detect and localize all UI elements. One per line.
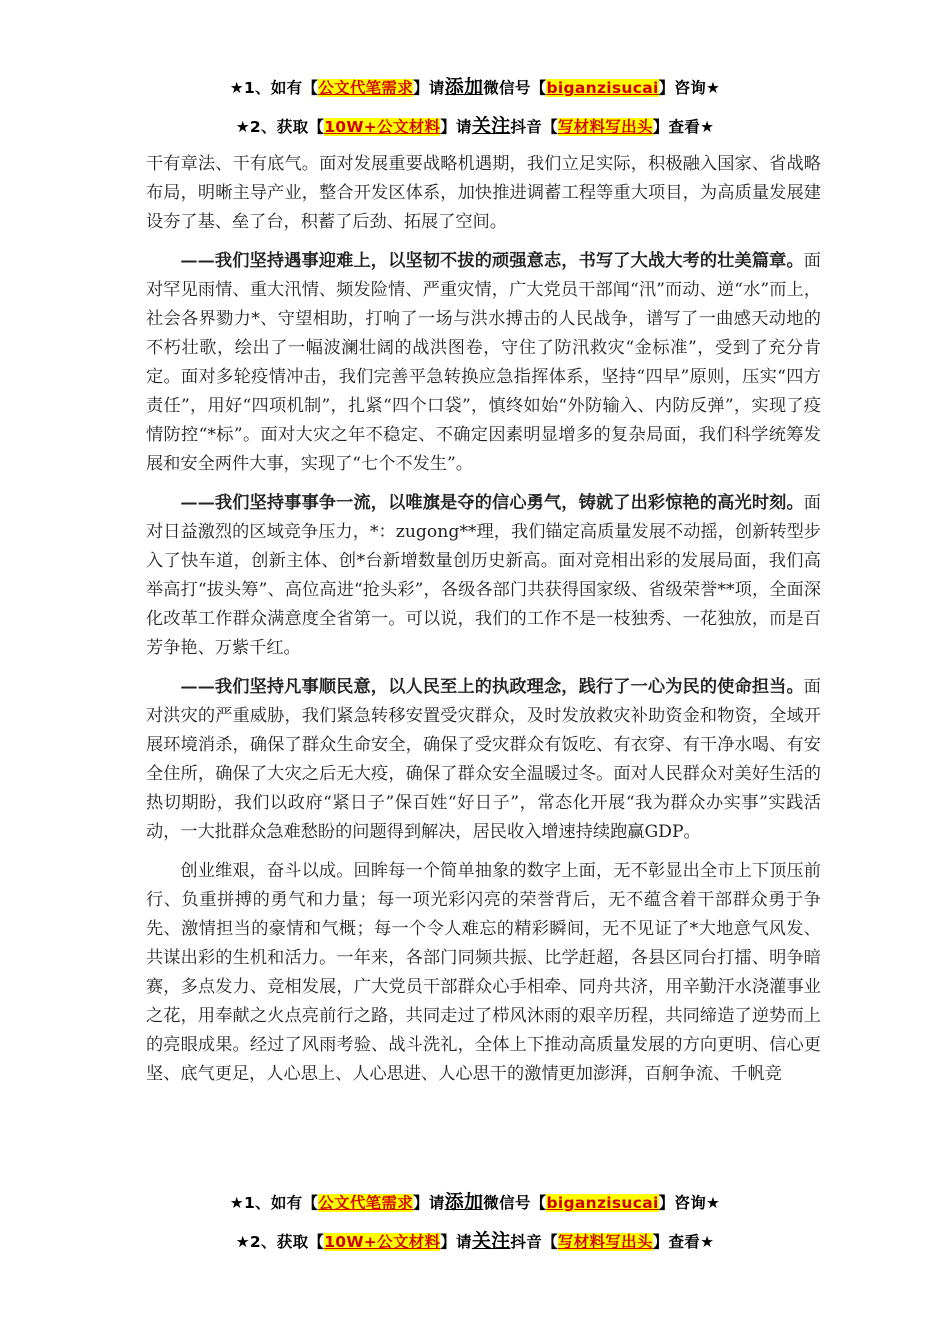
paragraph-heading: ——我们坚持事事争一流，以唯旗是夺的信心勇气，铸就了出彩惊艳的高光时刻。 (180, 493, 804, 513)
paragraph-people (146, 673, 821, 847)
banner-text: 】咨询★ (658, 79, 721, 97)
banner-text: 】请 (413, 1194, 445, 1212)
banner-text: 】查看★ (652, 118, 715, 136)
banner-highlight: 公文代笔需求 (318, 1194, 414, 1212)
paragraph-text: 面对罕见雨情、重大汛情、频发险情、严重灾情，广大党员干部闻“汛”而动、逆“水”而上，社会各界勠力*、守望相助，打响了一场与洪水搏击的人民战争，谱写了一曲感天动地的不朽壮歌，绘出了一幅波澜壮阔的战洪图卷，守住了防汛救灾“金标准”，受到了充分肯定。面对多轮疫情冲击，我们完善平急转换应急指挥体系，坚持“四早”原则，压实“四方责任”，用好“四项机制”，扎紧“四个口袋”，慎终如始“外防输入、内防反弹”，实现了疫情防控“*标”。面对大灾之年不稳定、不确定因素明显增多的复杂局面，我们科学统筹发展和安全两件大事，实现了“七个不发生”。 (146, 251, 821, 474)
paragraph-summary: 创业维艰，奋斗以成。回眸每一个简单抽象的数字上面，无不彰显出全市上下顶压前行、负重拼搏的勇气和力量；每一项光彩闪亮的荣誉背后，无不蕴含着干部群众勇于争先、激情担当的豪情和气概；每一个令人难忘的精彩瞬间，无不见证了*大地意气风发、共谋出彩的生机和活力。一年来，各部门同频共振、比学赶超，各县区同台打擂、明争暗赛，多点发力、竞相发展，广大党员干部群众心手相牵、同舟共济，用辛勤汗水浇灌事业之花，用奉献之火点亮前行之路，共同走过了栉风沐雨的艰辛历程，共同缔造了逆势而上的亮眼成果。经过了风雨考验、战斗洗礼，全体上下推动高质量发展的方向更明、信心更坚、底气更足，人心思上、人心思进、人心思干的激情更加澎湃，百舸争流、千帆竞 (146, 861, 821, 1084)
banner-emphasis: 添加 (444, 1191, 484, 1213)
banner-wechat-id: biganzisucai (546, 79, 659, 97)
banner-douyin-account: 写材料写出头 (557, 118, 653, 136)
banner-text: 】查看★ (652, 1233, 715, 1251)
banner-text: 】请 (413, 79, 445, 97)
top-banner-line-2 (0, 111, 950, 138)
banner-text: 】咨询★ (658, 1194, 721, 1212)
banner-text: 】请 (440, 118, 472, 136)
banner-text: ★2、获取【 (235, 1233, 325, 1251)
bottom-banner-line-2 (0, 1226, 950, 1253)
paragraph-intro: 干有章法、干有底气。面对发展重要战略机遇期，我们立足实际，积极融入国家、省战略布局，明晰主导产业，整合开发区体系，加快推进调蓄工程等重大项目，为高质量发展建设夯了基、垒了台，积蓄了后劲、拓展了空间。 (146, 154, 821, 232)
banner-highlight: 10W+公文材料 (324, 118, 441, 136)
banner-text: 抖音【 (510, 118, 558, 136)
paragraph-excellence (146, 489, 821, 663)
banner-emphasis: 关注 (471, 1230, 511, 1252)
banner-text: ★1、如有【 (229, 1194, 319, 1212)
paragraph-challenge (146, 247, 821, 479)
paragraph-text: 面对洪灾的严重威胁，我们紧急转移安置受灾群众，及时发放救灾补助资金和物资，全域开展环境消杀，确保了群众生命安全，确保了受灾群众有饭吃、有衣穿、有干净水喝、有安全住所，确保了大灾之后无大疫，确保了群众安全温暖过冬。面对人民群众对美好生活的热切期盼，我们以政府“紧日子”保百姓“好日子”，常态化开展“我为群众办实事”实践活动，一大批群众急难愁盼的问题得到解决，居民收入增速持续跑赢GDP。 (146, 677, 821, 842)
banner-text: 】请 (440, 1233, 472, 1251)
banner-highlight: 10W+公文材料 (324, 1233, 441, 1251)
banner-text: ★2、获取【 (235, 118, 325, 136)
banner-emphasis: 添加 (444, 76, 484, 98)
top-banner-line-1 (0, 72, 950, 99)
banner-text: 抖音【 (510, 1233, 558, 1251)
bottom-banner-line-1 (0, 1187, 950, 1214)
banner-text: 微信号【 (483, 79, 547, 97)
paragraph-text: 面对日益激烈的区域竞争压力，*：zugong**理，我们锚定高质量发展不动摇，创新转型步入了快车道，创新主体、创*台新增数量创历史新高。面对竞相出彩的发展局面，我们高举高打“拔头筹”、高位高进“抢头彩”，各级各部门共获得国家级、省级荣誉**项，全面深化改革工作群众满意度全省第一。可以说，我们的工作不是一枝独秀、一花独放，而是百芳争艳、万紫千红。 (146, 493, 821, 658)
banner-highlight: 公文代笔需求 (318, 79, 414, 97)
banner-wechat-id: biganzisucai (546, 1194, 659, 1212)
banner-text: 微信号【 (483, 1194, 547, 1212)
banner-douyin-account: 写材料写出头 (557, 1233, 653, 1251)
banner-text: ★1、如有【 (229, 79, 319, 97)
document-body (146, 150, 821, 1099)
paragraph-heading: ——我们坚持遇事迎难上，以坚韧不拔的顽强意志，书写了大战大考的壮美篇章。 (180, 251, 804, 271)
paragraph-heading: ——我们坚持凡事顺民意，以人民至上的执政理念，践行了一心为民的使命担当。 (180, 677, 804, 697)
banner-emphasis: 关注 (471, 115, 511, 137)
